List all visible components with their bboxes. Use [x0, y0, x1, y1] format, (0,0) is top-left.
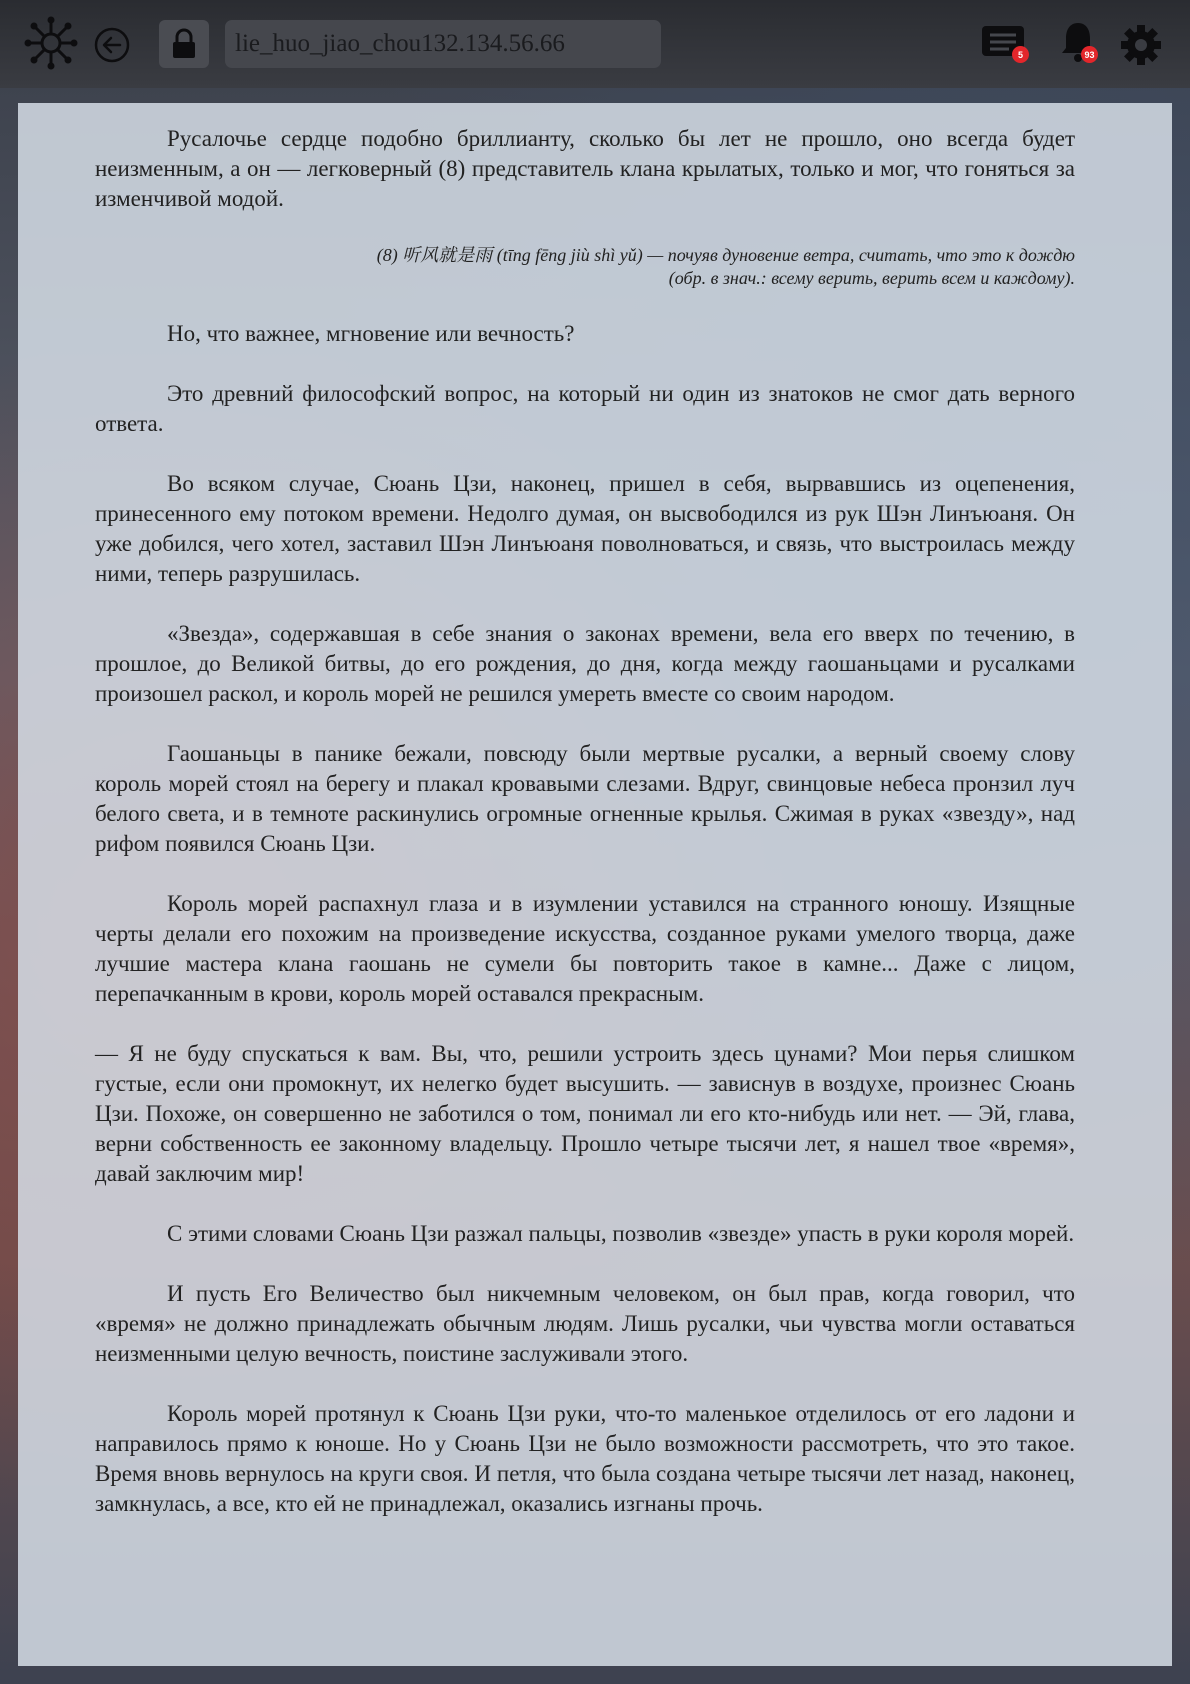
address-input[interactable]: [233, 29, 653, 59]
lock-button[interactable]: [159, 20, 209, 68]
paragraph: Это древний философский вопрос, на который ни один из знатоков не смог дать верного ответа.: [95, 381, 1075, 436]
footnote-line: (обр. в знач.: всему верить, верить всем и каждому).: [668, 268, 1075, 288]
back-arrow-icon[interactable]: [94, 27, 130, 63]
paragraph: Русалочье сердце подобно бриллианту, сколько бы лет не прошло, оно всегда будет неизменным, а он — легковерный (8) представитель клана крылатых, только и мог, что гоняться за изменчивой модой.: [95, 126, 1075, 211]
paragraph: Гаошаньцы в панике бежали, повсюду были мертвые русалки, а верный своему слову король морей стоял на берегу и плакал кровавыми слезами. Вдруг, свинцовые небеса пронзил луч белого света, и в темноте раскинулись огромные огненные крылья. Сжимая в руках «звезду», над рифом появился Сюань Цзи.: [95, 741, 1075, 856]
paragraph: Во всяком случае, Сюань Цзи, наконец, пришел в себя, вырвавшись из оцепенения, принесенного ему потоком времени. Недолго думая, он высвободился из рук Шэн Линъюаня. Он уже добился, чего хотел, заставил Шэн Линъюаня поволноваться, и связь, что выстроилась между ними, теперь разрушилась.: [95, 471, 1075, 586]
paragraph: Король морей протянул к Сюань Цзи руки, что-то маленькое отделилось от его ладони и направилось прямо к юноше. Но у Сюань Цзи не было возможности рассмотреть, что это такое. Время вновь вернулось на круги своя. И петля, что была создана четыре тысячи лет назад, наконец, замкнулась, а все, кто ей не принадлежал, оказались изгнаны прочь.: [95, 1401, 1075, 1516]
paragraph: С этими словами Сюань Цзи разжал пальцы, позволив «звезде» упасть в руки короля морей.: [167, 1221, 1075, 1246]
top-bar: [0, 0, 1190, 88]
chapter-text: [95, 124, 1075, 1549]
gear-icon[interactable]: [1120, 24, 1162, 66]
network-icon[interactable]: [24, 16, 78, 70]
messages-badge: 5: [1012, 46, 1029, 63]
paragraph: Но, что важнее, мгновение или вечность?: [167, 321, 575, 346]
notifications-badge: 93: [1081, 46, 1098, 63]
footnote: [95, 244, 1075, 290]
address-bar[interactable]: [225, 20, 661, 68]
paragraph: И пусть Его Величество был никчемным человеком, он был прав, когда говорил, что «время» не должно принадлежать обычным людям. Лишь русалки, чьи чувства могли оставаться неизменными целую вечность, поистине заслуживали этого.: [95, 1281, 1075, 1366]
paragraph: «Звезда», содержавшая в себе знания о законах времени, вела его вверх по течению, в прошлое, до Великой битвы, до его рождения, до дня, когда между гаошаньцами и русалками произошел раскол, и король морей не решился умереть вместе со своим народом.: [95, 621, 1075, 706]
lock-icon: [169, 28, 199, 60]
paragraph: Король морей распахнул глаза и в изумлении уставился на странного юношу. Изящные черты делали его похожим на произведение искусства, созданное руками умелого творца, даже лучшие мастера клана гаошань не сумели бы повторить такое в камне... Даже с лицом, перепачканным в крови, король морей оставался прекрасным.: [95, 891, 1075, 1006]
footnote-line: (8) 听风就是雨 (tīng fēng jiù shì yǔ) — почуяв дуновение ветра, считать, что это к дождю: [376, 245, 1075, 265]
paragraph: — Я не буду спускаться к вам. Вы, что, решили устроить здесь цунами? Мои перья слишком густые, если они промокнут, их нелегко будет высушить. — зависнув в воздухе, произнес Сюань Цзи. Похоже, он совершенно не заботился о том, понимал ли его кто-нибудь или нет. — Эй, глава, верни собственность ее законному владельцу. Прошло четыре тысячи лет, я нашел твое «время», давай заключим мир!: [95, 1041, 1075, 1186]
